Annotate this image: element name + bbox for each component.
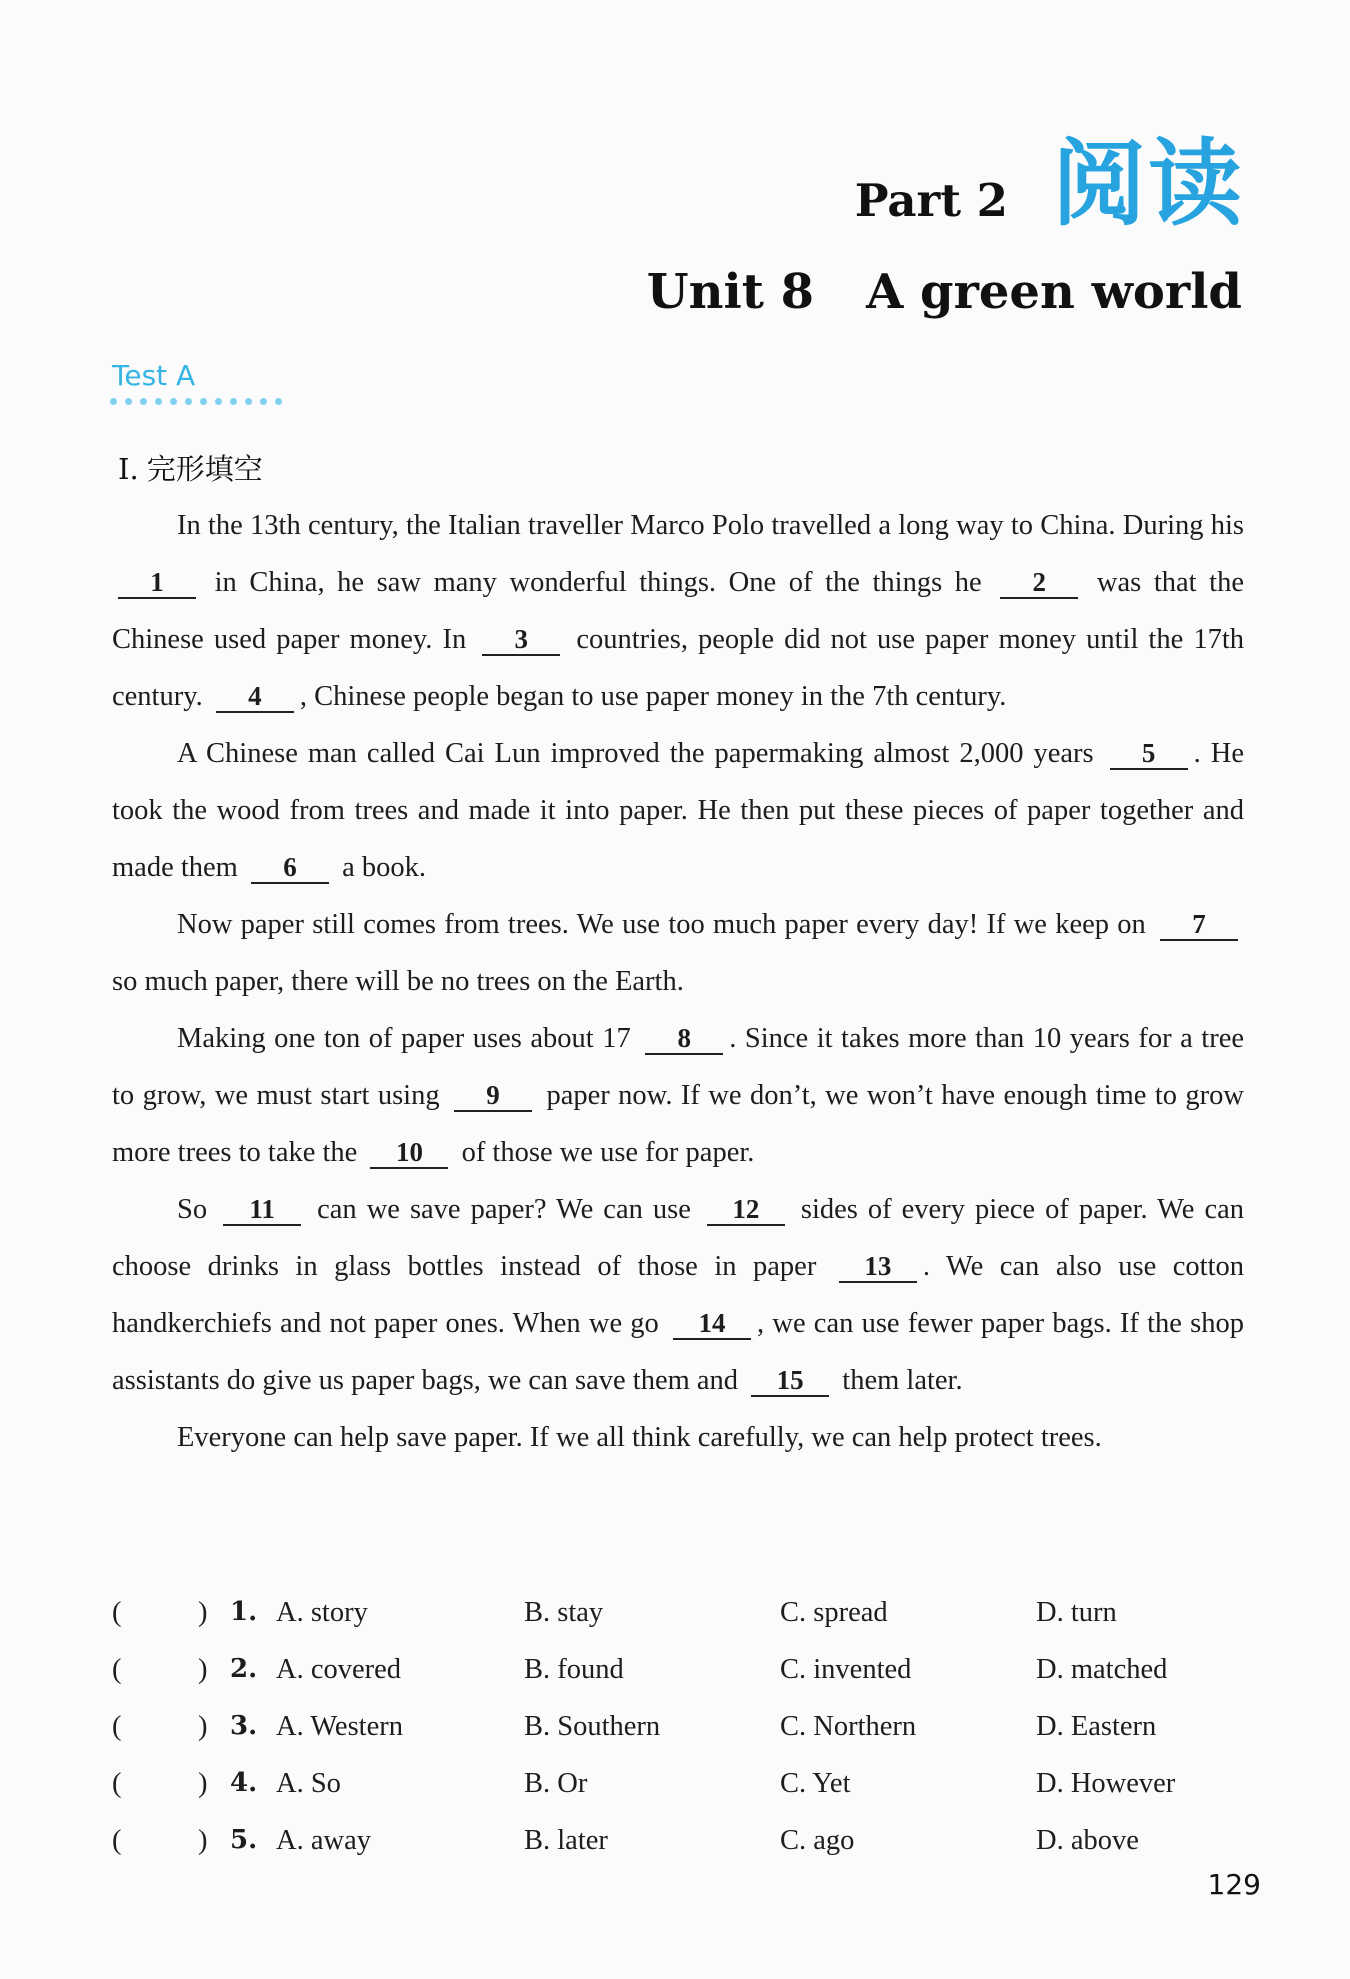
passage-text: Making one ton of paper uses about 17 [177, 1023, 640, 1054]
passage-text: A Chinese man called Cai Lun improved the papermaking almost 2,000 years [177, 738, 1104, 769]
part-header [854, 130, 1244, 239]
option-a[interactable]: A. away [276, 1825, 371, 1856]
option-c[interactable]: C. Yet [780, 1768, 851, 1799]
passage-text: Everyone can help save paper. If we all think carefully, we can help protect trees. [177, 1422, 1102, 1453]
blank-3[interactable]: 3 [482, 624, 560, 656]
option-a[interactable]: A. Western [276, 1711, 403, 1742]
passage-text: countries, people did not use paper money until the 17th century. [112, 624, 1244, 712]
answer-paren-close: ) [198, 1597, 208, 1628]
passage-text: So [177, 1194, 218, 1225]
option-d[interactable]: D. turn [1036, 1597, 1117, 1628]
option-c[interactable]: C. spread [780, 1597, 888, 1628]
option-c[interactable]: C. invented [780, 1654, 912, 1685]
question-row [112, 1812, 1244, 1869]
option-d[interactable]: D. matched [1036, 1654, 1168, 1685]
passage-text: , we can use fewer paper bags. If the shop assistants do give us paper bags, we can save them and [112, 1308, 1244, 1396]
option-c[interactable]: C. ago [780, 1825, 855, 1856]
option-c[interactable]: C. Northern [780, 1711, 917, 1742]
option-d[interactable]: D. above [1036, 1825, 1139, 1856]
part-chinese-title: 阅读 [1051, 130, 1244, 239]
question-row [112, 1755, 1244, 1812]
passage-text: In the 13th century, the Italian traveller Marco Polo travelled a long way to China. During his [177, 510, 1244, 541]
passage-text: a book. [334, 852, 426, 883]
blank-11[interactable]: 11 [223, 1194, 301, 1226]
question-row [112, 1584, 1244, 1641]
option-d[interactable]: D. However [1036, 1768, 1176, 1799]
section-title: 完形填空 [146, 452, 263, 486]
section-number: Ⅰ. [118, 452, 139, 486]
page-number: 129 [1207, 1868, 1261, 1901]
option-a[interactable]: A. covered [276, 1654, 402, 1685]
passage-text: . He took the wood from trees and made it into paper. He then put these pieces of paper together and made them [112, 738, 1244, 883]
passage-text: of those we use for paper. [454, 1137, 755, 1168]
blank-8[interactable]: 8 [645, 1023, 723, 1055]
part-label: Part 2 [854, 174, 1008, 227]
passage-text: Now paper still comes from trees. We use too much paper every day! If we keep on [177, 909, 1154, 940]
answer-paren-open[interactable]: ( [112, 1825, 122, 1856]
option-b[interactable]: B. stay [524, 1597, 604, 1628]
passage-text: . Since it takes more than 10 years for a tree to grow, we must start using [112, 1023, 1244, 1111]
answer-paren-close: ) [198, 1825, 208, 1856]
blank-13[interactable]: 13 [839, 1251, 917, 1283]
blank-6[interactable]: 6 [251, 852, 329, 884]
answer-paren-open[interactable]: ( [112, 1768, 122, 1799]
option-b[interactable]: B. Or [524, 1768, 588, 1799]
question-row [112, 1698, 1244, 1755]
dotted-underline [110, 398, 282, 405]
question-number: 5. [230, 1825, 258, 1855]
answer-paren-open[interactable]: ( [112, 1654, 122, 1685]
passage-text: was that the Chinese used paper money. In [112, 567, 1244, 655]
answer-paren-open[interactable]: ( [112, 1711, 122, 1742]
option-a[interactable]: A. So [276, 1768, 341, 1799]
blank-15[interactable]: 15 [751, 1365, 829, 1397]
unit-title [647, 264, 1242, 320]
blank-5[interactable]: 5 [1110, 738, 1188, 770]
question-number: 1. [230, 1597, 258, 1627]
section-heading [118, 447, 263, 488]
cloze-passage [112, 497, 1244, 1466]
blank-4[interactable]: 4 [216, 681, 294, 713]
blank-12[interactable]: 12 [707, 1194, 785, 1226]
blank-1[interactable]: 1 [118, 567, 196, 599]
passage-text: them later. [835, 1365, 963, 1396]
option-b[interactable]: B. found [524, 1654, 624, 1685]
option-b[interactable]: B. Southern [524, 1711, 661, 1742]
answer-paren-close: ) [198, 1768, 208, 1799]
option-a[interactable]: A. story [276, 1597, 368, 1628]
passage-text: so much paper, there will be no trees on the Earth. [112, 966, 684, 997]
answer-paren-close: ) [198, 1711, 208, 1742]
passage-text: paper now. If we don’t, we won’t have enough time to grow more trees to take the [112, 1080, 1244, 1168]
unit-name: A green world [866, 264, 1242, 320]
question-number: 3. [230, 1711, 258, 1741]
option-d[interactable]: D. Eastern [1036, 1711, 1157, 1742]
passage-text: can we save paper? We can use [307, 1194, 701, 1225]
passage-paragraph [112, 896, 1244, 1010]
passage-text: in China, he saw many wonderful things. One of the things he [202, 567, 995, 598]
option-b[interactable]: B. later [524, 1825, 608, 1856]
question-row [112, 1641, 1244, 1698]
passage-paragraph [112, 1409, 1244, 1466]
question-number: 2. [230, 1654, 258, 1684]
passage-paragraph [112, 1181, 1244, 1409]
passage-paragraph [112, 1010, 1244, 1181]
answer-paren-open[interactable]: ( [112, 1597, 122, 1628]
blank-2[interactable]: 2 [1000, 567, 1078, 599]
blank-14[interactable]: 14 [673, 1308, 751, 1340]
question-options [112, 1584, 1244, 1869]
passage-text: . We can also use cotton handkerchiefs and not paper ones. When we go [112, 1251, 1245, 1339]
answer-paren-close: ) [198, 1654, 208, 1685]
test-label: Test A [112, 359, 196, 392]
unit-number: Unit 8 [646, 264, 815, 320]
passage-paragraph [112, 725, 1244, 896]
blank-9[interactable]: 9 [454, 1080, 532, 1112]
passage-paragraph [112, 497, 1244, 725]
blank-7[interactable]: 7 [1160, 909, 1238, 941]
passage-text: , Chinese people began to use paper money in the 7th century. [299, 681, 1007, 712]
blank-10[interactable]: 10 [370, 1137, 448, 1169]
passage-text: sides of every piece of paper. We can choose drinks in glass bottles instead of those in paper [112, 1194, 1244, 1282]
question-number: 4. [230, 1768, 258, 1798]
